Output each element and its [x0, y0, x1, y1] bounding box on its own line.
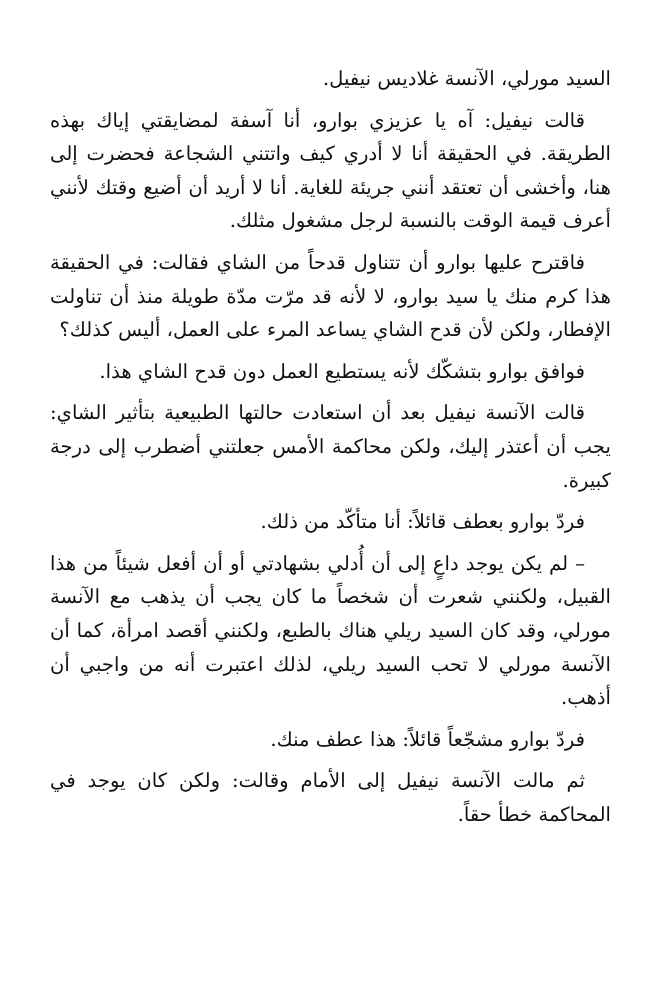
paragraph-1: السيد مورلي، الآنسة غلاديس نيفيل.: [322, 67, 611, 90]
paragraph-3: فاقترح عليها بوارو أن تتناول قدحاً من الشاي فقالت: في الحقيقة هذا كرم منك يا سيد بوارو، لا لأنه قد مرّت مدّة طويلة منذ أن تناولت الإفطار، ولكن لأن قدح الشاي يساعد المرء على العمل، أليس كذلك؟: [50, 250, 611, 342]
paragraph-4: فوافق بوارو بتشكّك لأنه يستطيع العمل دون قدح الشاي هذا.: [99, 359, 585, 383]
paragraph-7: – لم يكن يوجد داعٍ إلى أن أُدلي بشهادتي أو أن أفعل شيئاً من هذا القبيل، ولكنني شعرت أن شخصاً ما كان يجب أن يذهب مع الآنسة مورلي، وقد كان السيد ريلي هناك بالطبع، ولكنني أقصد امرأة، كما أن الآنسة مورلي لا تحب السيد ريلي، لذلك اعتبرت أنه من واجبي أن أذهب.: [50, 551, 611, 710]
paragraph-8: فردّ بوارو مشجّعاً قائلاً: هذا عطف منك.: [270, 727, 585, 751]
paragraph-6: فردّ بوارو بعطف قائلاً: أنا متأكّد من ذلك.: [260, 510, 585, 534]
paragraph-2: قالت نيفيل: آه يا عزيزي بوارو، أنا آسفة لمضايقتي إياك بهذه الطريقة. في الحقيقة أنا لا أدري كيف واتتني الشجاعة فحضرت إلى هنا، وأخشى أن تعتقد أنني جريئة للغاية. أنا لا أريد أن أضيع وقتك لأنني أعرف قيمة الوقت بالنسبة لرجل مشغول مثلك.: [50, 108, 611, 233]
paragraph-9: ثم مالت الآنسة نيفيل إلى الأمام وقالت: ولكن كان يوجد في المحاكمة خطأ حقاً.: [50, 769, 611, 826]
paragraph-5: قالت الآنسة نيفيل بعد أن استعادت حالتها الطبيعية بتأثير الشاي: يجب أن أعتذر إليك، ولكن محاكمة الأمس جعلتني أضطرب إلى درجة كبيرة.: [50, 401, 611, 492]
